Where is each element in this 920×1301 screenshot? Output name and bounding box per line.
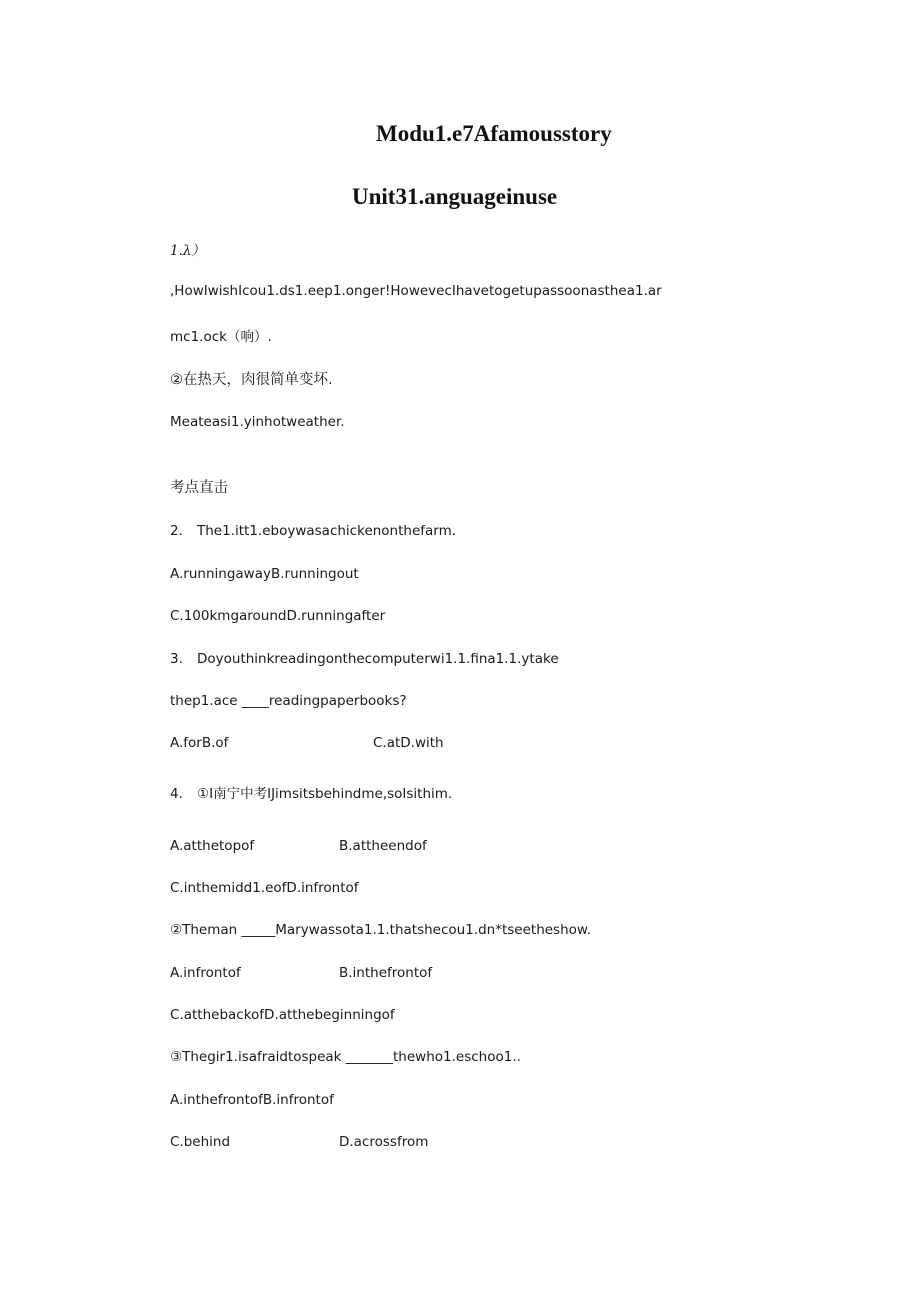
- question-4-text: ①I南宁中考IJimsitsbehindme,soIsithim.: [197, 786, 453, 802]
- question-4-part1-option-b: B.attheendof: [339, 838, 427, 854]
- question-4-number: 4.: [170, 786, 183, 802]
- question-4-part1-options-cd: C.inthemidd1.eofD.infrontof: [170, 880, 359, 896]
- question-3-option-ab: A.forB.of: [170, 735, 229, 751]
- question-4-part3-stem: ③Thegir1.isafraidtospeak _______thewho1.eschoo1..: [170, 1049, 521, 1065]
- question-4-part2-options-cd: C.atthebackofD.atthebeginningof: [170, 1007, 395, 1023]
- question-2-options-cd: C.100kmgaroundD.runningafter: [170, 608, 386, 624]
- question-4-part1-option-a: A.atthetopof: [170, 838, 255, 854]
- question-4-part2-option-b: B.inthefrontof: [339, 965, 433, 981]
- question-2-stem: [170, 523, 456, 539]
- document-title: Modu1.e7Afamousstory: [376, 121, 612, 146]
- question-3-stem-continued: thep1.ace ____readingpaperbooks?: [170, 693, 407, 709]
- question-2-options-ab: A.runningawayB.runningout: [170, 566, 359, 582]
- question-4-part3-options-ab: A.inthefrontofB.infrontof: [170, 1092, 334, 1108]
- question-4-part3-option-d: D.acrossfrom: [339, 1134, 429, 1150]
- intro-line-2: mc1.ock（响）.: [170, 329, 272, 345]
- question-2-number: 2.: [170, 523, 183, 539]
- question-2-text: The1.itt1.eboywasachickenonthefarm.: [197, 523, 457, 539]
- section-heading: 考点直击: [170, 480, 228, 496]
- question-4-part2-stem: ②Theman _____Marywassota1.1.thatshecou1.dn*tseetheshow.: [170, 922, 591, 938]
- question-4-part3-option-c: C.behind: [170, 1134, 231, 1150]
- intro-line-4: Meateasi1.yinhotweather.: [170, 414, 345, 430]
- question-4-part2-option-a: A.infrontof: [170, 965, 241, 981]
- question-3-text: Doyouthinkreadingonthecomputerwi1.1.fina1.1.ytake: [197, 651, 559, 667]
- question-4-stem: [170, 782, 452, 802]
- intro-line-1: ,HowIwishIcou1.ds1.eep1.onger!HowevecIhavetogetupassoonasthea1.ar: [170, 283, 662, 299]
- question-3-option-cd: C.atD.with: [373, 735, 444, 751]
- intro-label: 1.λ）: [170, 243, 205, 259]
- question-3-number: 3.: [170, 651, 183, 667]
- intro-line-3: ②在热天，肉很简单变坏.: [170, 372, 333, 388]
- question-3-stem: [170, 651, 559, 667]
- document-subtitle: Unit31.anguageinuse: [352, 184, 558, 209]
